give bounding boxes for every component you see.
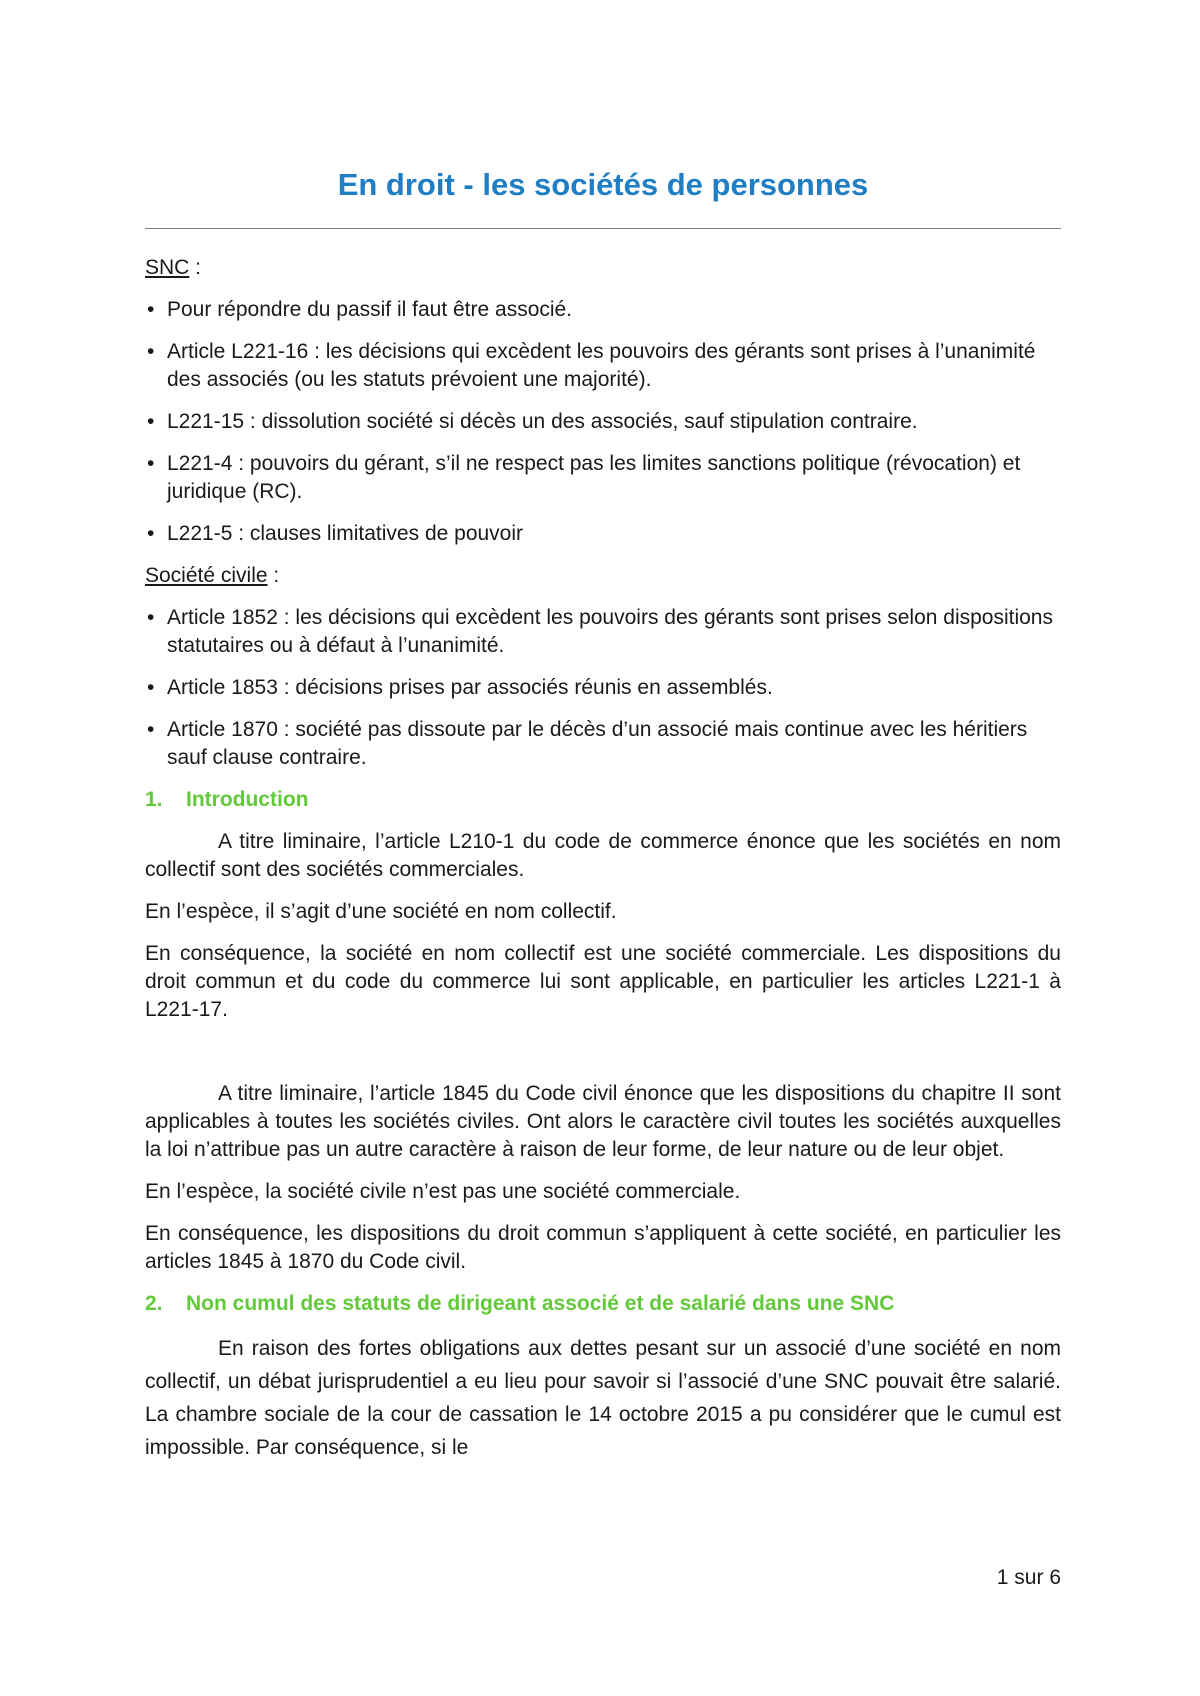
bullet-icon: • bbox=[147, 522, 155, 545]
paragraph: A titre liminaire, l’article L210-1 du code de commerce énonce que les sociétés en nom collectif sont des sociétés commerciales. bbox=[145, 830, 1061, 881]
section-1-title: Introduction bbox=[186, 788, 309, 811]
list-item bbox=[145, 450, 1061, 506]
civile-label-colon: : bbox=[267, 564, 280, 587]
bullet-icon: • bbox=[147, 606, 155, 629]
section-2-heading bbox=[145, 1290, 1061, 1318]
snc-label-text: SNC bbox=[145, 256, 190, 279]
snc-label bbox=[145, 254, 1061, 282]
paragraph: En conséquence, les dispositions du droit commun s’appliquent à cette société, en particulier les articles 1845 à 1870 du Code civil. bbox=[145, 1222, 1061, 1273]
list-item-text: Article 1853 : décisions prises par associés réunis en assemblés. bbox=[167, 676, 773, 699]
paragraph: En conséquence, la société en nom collectif est une société commerciale. Les dispositions du droit commun et du code du commerce lui sont applicable, en particulier les articles L221-1 à L221-17. bbox=[145, 942, 1061, 1021]
title-divider bbox=[145, 228, 1061, 229]
paragraph: En l’espèce, la société civile n’est pas une société commerciale. bbox=[145, 1180, 741, 1203]
section-1-number: 1. bbox=[145, 788, 163, 811]
list-item bbox=[145, 520, 1061, 548]
section-1-heading bbox=[145, 786, 1061, 814]
list-item-text: L221-4 : pouvoirs du gérant, s’il ne respect pas les limites sanctions politique (révocation) et juridique (RC). bbox=[167, 452, 1021, 503]
page-title: En droit - les sociétés de personnes bbox=[337, 167, 869, 202]
snc-bullet-list bbox=[145, 296, 1061, 548]
document-body bbox=[145, 254, 1061, 1478]
bullet-icon: • bbox=[147, 298, 155, 321]
civile-label-text: Société civile bbox=[145, 564, 268, 587]
list-item-text: Article L221-16 : les décisions qui excèdent les pouvoirs des gérants sont prises à l’unanimité des associés (ou les statuts prévoient une majorité). bbox=[167, 340, 1036, 391]
bullet-icon: • bbox=[147, 340, 155, 363]
list-item-text: Article 1852 : les décisions qui excèdent les pouvoirs des gérants sont prises selon dispositions statutaires ou à défaut à l’unanimité. bbox=[167, 606, 1053, 657]
snc-label-colon: : bbox=[189, 256, 202, 279]
paragraph: En raison des fortes obligations aux dettes pesant sur un associé d’une société en nom collectif, un débat jurisprudentiel a eu lieu pour savoir si l’associé d’une SNC pouvait être salarié. La chambre sociale de la cour de cassation le 14 octobre 2015 a pu considérer que le cumul est impossible. Par conséquence, si le bbox=[145, 1337, 1061, 1459]
list-item bbox=[145, 604, 1061, 660]
paragraph: A titre liminaire, l’article 1845 du Code civil énonce que les dispositions du chapitre II sont applicables à toutes les sociétés civiles. Ont alors le caractère civil toutes les sociétés auxquelles la loi n’attribue pas un autre caractère à raison de leur forme, de leur nature ou de leur objet. bbox=[145, 1082, 1061, 1161]
section-2-title: Non cumul des statuts de dirigeant associé et de salarié dans une SNC bbox=[186, 1292, 895, 1315]
list-item-text: Article 1870 : société pas dissoute par le décès d’un associé mais continue avec les héritiers sauf clause contraire. bbox=[167, 718, 1028, 769]
list-item-text: L221-5 : clauses limitatives de pouvoir bbox=[167, 522, 524, 545]
list-item-text: L221-15 : dissolution société si décès un des associés, sauf stipulation contraire. bbox=[167, 410, 918, 433]
list-item bbox=[145, 408, 1061, 436]
page-number: 1 sur 6 bbox=[996, 1566, 1061, 1589]
bullet-icon: • bbox=[147, 676, 155, 699]
paragraph: En l’espèce, il s’agit d’une société en nom collectif. bbox=[145, 900, 617, 923]
civile-label bbox=[145, 562, 1061, 590]
bullet-icon: • bbox=[147, 452, 155, 475]
list-item-text: Pour répondre du passif il faut être associé. bbox=[167, 298, 573, 321]
list-item bbox=[145, 296, 1061, 324]
bullet-icon: • bbox=[147, 410, 155, 433]
list-item bbox=[145, 338, 1061, 394]
bullet-icon: • bbox=[147, 718, 155, 741]
paragraph-spacer bbox=[145, 1038, 1061, 1080]
civile-bullet-list bbox=[145, 604, 1061, 772]
list-item bbox=[145, 716, 1061, 772]
section-2-number: 2. bbox=[145, 1292, 163, 1315]
list-item bbox=[145, 674, 1061, 702]
